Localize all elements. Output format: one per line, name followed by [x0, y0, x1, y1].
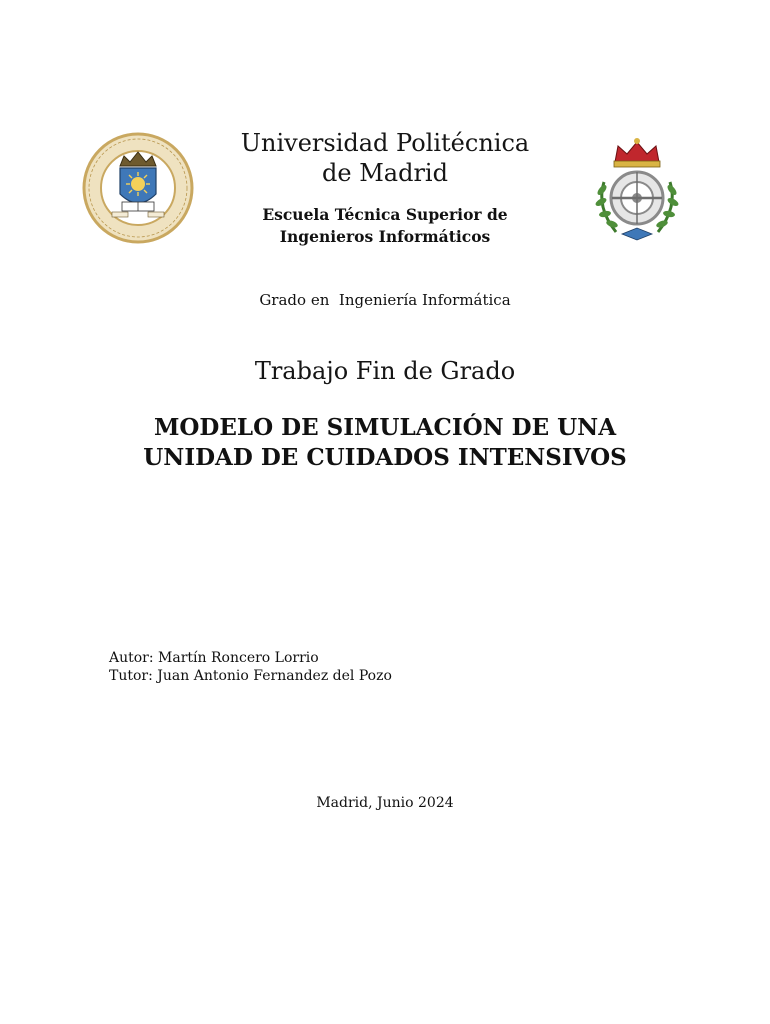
author-line: [109, 649, 319, 667]
tutor-line: [109, 667, 392, 685]
tutor-name: Juan Antonio Fernandez del Pozo: [157, 668, 392, 684]
document-type: Trabajo Fin de Grado: [254, 357, 516, 385]
thesis-title-line-1: MODELO DE SIMULACIÓN DE UNA: [153, 414, 617, 441]
author-label: Autor:: [109, 650, 154, 666]
etsiinf-emblem-logo: [582, 132, 692, 246]
place-and-date: Madrid, Junio 2024: [316, 795, 454, 811]
university-name-line-1: Universidad Politécnica: [240, 129, 530, 157]
tutor-label: Tutor:: [109, 668, 153, 684]
school-name-line-1: Escuela Técnica Superior de: [262, 205, 508, 224]
upm-seal-logo: [82, 132, 194, 244]
author-name: Martín Roncero Lorrio: [158, 650, 319, 666]
school-name-line-2: Ingenieros Informáticos: [279, 227, 491, 246]
university-name-line-2: de Madrid: [322, 159, 448, 187]
thesis-title-line-2: UNIDAD DE CUIDADOS INTENSIVOS: [143, 444, 627, 471]
degree-name: Grado en Ingeniería Informática: [259, 291, 511, 309]
